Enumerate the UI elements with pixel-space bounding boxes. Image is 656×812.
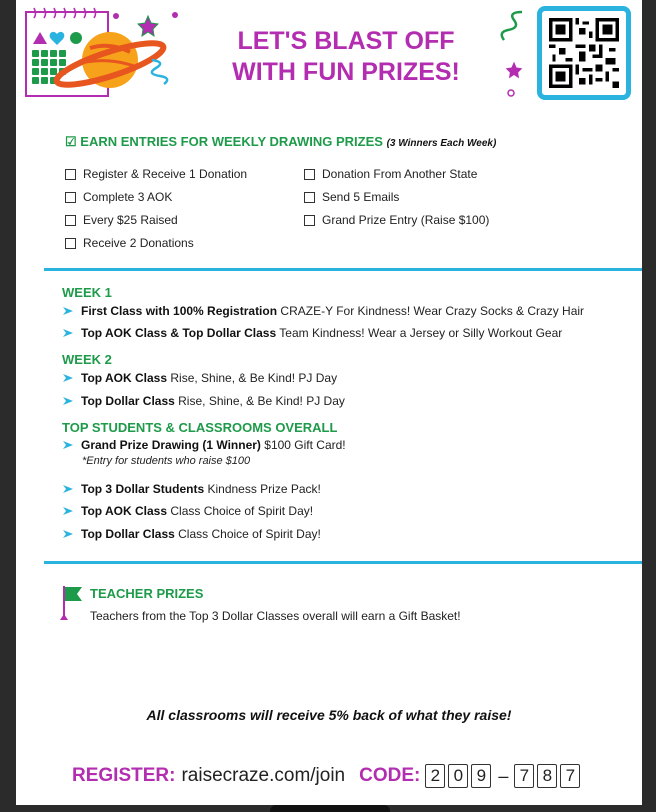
star-icon	[504, 60, 524, 80]
entry-checkbox[interactable]	[304, 213, 489, 227]
checkbox-icon	[304, 192, 315, 203]
entries-heading-text: EARN ENTRIES FOR WEEKLY DRAWING PRIZES	[80, 134, 383, 149]
entry-label: Grand Prize Entry (Raise $100)	[322, 213, 490, 227]
prize-text: Team Kindness! Wear a Jersey or Silly Workout Gear	[279, 326, 563, 340]
arrow-right-icon	[63, 529, 73, 539]
checkbox-icon	[304, 169, 315, 180]
prize-text: Class Choice of Spirit Day!	[170, 504, 314, 518]
checkbox-icon	[65, 238, 76, 249]
code-digit: 9	[471, 764, 491, 788]
classroom-cashback-text: All classrooms will receive 5% back of what they raise!	[146, 707, 512, 723]
list-item	[63, 438, 346, 452]
list-item	[63, 304, 584, 318]
flag-icon	[60, 584, 84, 624]
teacher-heading: TEACHER PRIZES	[90, 586, 204, 601]
overall-heading: TOP STUDENTS & CLASSROOMS OVERALL	[62, 420, 338, 435]
prize-name: Top AOK Class	[81, 371, 168, 385]
entry-checkbox[interactable]	[304, 190, 399, 204]
prize-text: Rise, Shine, & Be Kind! PJ Day	[170, 371, 338, 385]
list-item	[63, 394, 345, 408]
entry-label: Receive 2 Donations	[83, 236, 194, 250]
arrow-right-icon	[63, 373, 73, 383]
entries-subheading: (3 Winners Each Week)	[386, 138, 497, 149]
swirl-icon	[148, 56, 170, 86]
prize-text: Kindness Prize Pack!	[207, 482, 321, 496]
prize-name: First Class with 100% Registration	[81, 304, 278, 318]
prize-name: Grand Prize Drawing (1 Winner)	[81, 438, 261, 452]
arrow-right-icon	[63, 328, 73, 338]
list-item	[63, 504, 313, 518]
prize-name: Top Dollar Class	[81, 394, 175, 408]
checkbox-icon	[304, 215, 315, 226]
entries-heading	[65, 134, 496, 150]
page-title	[196, 26, 496, 88]
register-url[interactable]: raisecraze.com/join	[181, 765, 346, 786]
prize-text: $100 Gift Card!	[264, 438, 346, 452]
entry-label: Send 5 Emails	[322, 190, 400, 204]
entry-label: Donation From Another State	[322, 167, 478, 181]
code-separator: –	[498, 765, 509, 786]
teacher-text: Teachers from the Top 3 Dollar Classes overall will earn a Gift Basket!	[90, 609, 461, 623]
dot-icon	[506, 88, 516, 98]
title-line-2: WITH FUN PRIZES!	[232, 58, 460, 86]
code-digit: 0	[448, 764, 468, 788]
arrow-right-icon	[63, 396, 73, 406]
code-digit: 2	[425, 764, 445, 788]
checkbox-icon	[65, 215, 76, 226]
list-item	[63, 371, 337, 385]
star-icon	[136, 14, 160, 38]
entry-checkbox[interactable]	[65, 167, 247, 181]
prize-name: Top AOK Class & Top Dollar Class	[81, 326, 277, 340]
entry-label: Complete 3 AOK	[83, 190, 173, 204]
arrow-right-icon	[63, 484, 73, 494]
checkbox-icon	[65, 192, 76, 203]
arrow-right-icon	[63, 306, 73, 316]
prize-text: Class Choice of Spirit Day!	[178, 527, 321, 541]
code-label: CODE:	[359, 765, 421, 786]
qr-code[interactable]	[537, 6, 631, 100]
viewer-scroll-handle[interactable]	[270, 805, 390, 812]
register-line	[72, 764, 583, 788]
entry-label: Register & Receive 1 Donation	[83, 167, 248, 181]
week-2-heading: WEEK 2	[62, 352, 112, 367]
prize-text: Rise, Shine, & Be Kind! PJ Day	[178, 394, 345, 408]
entry-checkbox[interactable]	[65, 190, 172, 204]
list-item	[63, 482, 321, 496]
title-line-1: LET'S BLAST OFF	[237, 27, 455, 55]
entry-label: Every $25 Raised	[83, 213, 178, 227]
entry-checkbox[interactable]	[65, 213, 178, 227]
dot-icon	[170, 10, 180, 20]
checkbox-icon: ☑	[65, 134, 81, 149]
register-label: REGISTER:	[72, 765, 176, 786]
qr-code-icon	[549, 18, 619, 88]
flyer-page	[16, 0, 642, 805]
code-digit: 7	[560, 764, 580, 788]
code-digit: 7	[514, 764, 534, 788]
prize-name: Top AOK Class	[81, 504, 168, 518]
prize-text: CRAZE-Y For Kindness! Wear Crazy Socks & Crazy Hair	[280, 304, 585, 318]
code-digit: 8	[537, 764, 557, 788]
week-1-heading: WEEK 1	[62, 285, 112, 300]
entry-note: *Entry for students who raise $100	[82, 455, 251, 467]
list-item	[63, 326, 562, 340]
divider	[44, 268, 642, 271]
prize-name: Top 3 Dollar Students	[81, 482, 205, 496]
swirl-icon	[498, 8, 528, 44]
prize-name: Top Dollar Class	[81, 527, 175, 541]
checkbox-icon	[65, 169, 76, 180]
entry-checkbox[interactable]	[304, 167, 477, 181]
arrow-right-icon	[63, 506, 73, 516]
divider	[44, 561, 642, 564]
arrow-right-icon	[63, 440, 73, 450]
entry-checkbox[interactable]	[65, 236, 194, 250]
list-item	[63, 527, 321, 541]
